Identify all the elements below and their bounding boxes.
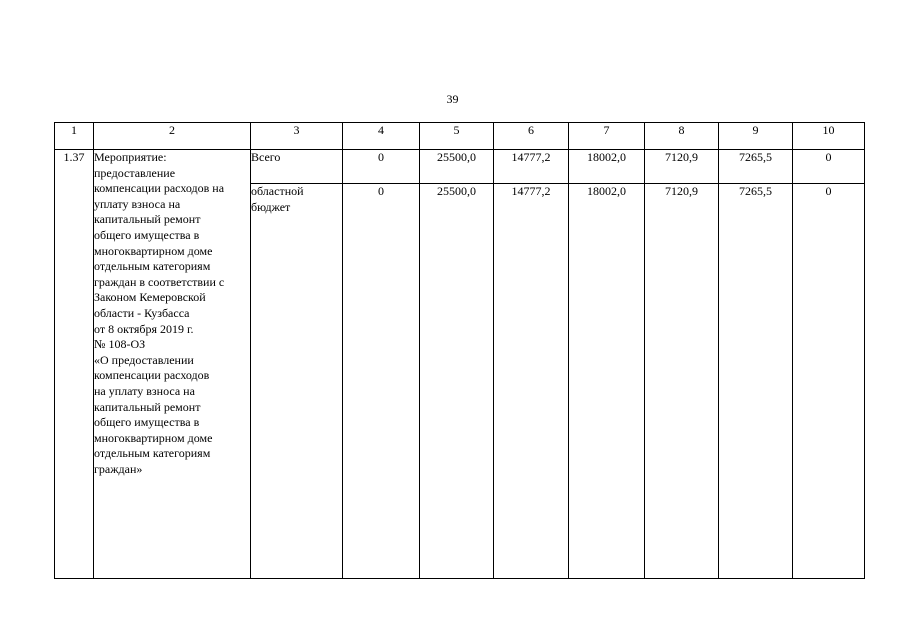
value-cell: 7120,9 — [645, 150, 719, 184]
description-line: уплату взноса на — [94, 196, 181, 211]
value-cell: 18002,0 — [569, 184, 645, 579]
description-line: многоквартирном доме — [94, 430, 213, 445]
column-header: 2 — [94, 123, 251, 150]
description-line: «О предоставлении — [94, 352, 194, 367]
column-header: 9 — [719, 123, 793, 150]
description-line: компенсации расходов — [94, 368, 210, 383]
description-line: компенсации расходов на — [94, 181, 225, 196]
description-line: граждан» — [94, 461, 143, 476]
value-cell: 7265,5 — [719, 184, 793, 579]
column-header: 6 — [494, 123, 569, 150]
column-header: 3 — [251, 123, 343, 150]
value-cell: 0 — [793, 184, 865, 579]
column-header: 7 — [569, 123, 645, 150]
description-line: капитальный ремонт — [94, 399, 201, 414]
description-line: общего имущества в — [94, 227, 200, 242]
description-line: на уплату взноса на — [94, 383, 195, 398]
page-number: 39 — [446, 92, 459, 106]
description-line: общего имущества в — [94, 415, 200, 430]
description-line: отдельным категориям — [94, 259, 211, 274]
description-line: капитальный ремонт — [94, 212, 201, 227]
column-header: 1 — [55, 123, 94, 150]
description-line: Мероприятие: — [94, 150, 167, 164]
value-cell: 0 — [343, 150, 420, 184]
value-cell: 14777,2 — [494, 150, 569, 184]
value-cell: 0 — [793, 150, 865, 184]
measure-description — [94, 150, 251, 579]
description-line: многоквартирном доме — [94, 243, 213, 258]
column-header: 5 — [420, 123, 494, 150]
description-line: № 108-ОЗ — [94, 337, 146, 352]
value-cell: 0 — [343, 184, 420, 579]
budget-table — [54, 122, 865, 579]
description-line: области - Кузбасса — [94, 305, 190, 320]
value-cell: 7265,5 — [719, 150, 793, 184]
value-cell: 18002,0 — [569, 150, 645, 184]
column-header: 4 — [343, 123, 420, 150]
funding-source: областной бюджет — [251, 184, 343, 579]
description-line: граждан в соответствии с — [94, 274, 225, 289]
funding-source: Всего — [251, 150, 343, 184]
description-line: Законом Кемеровской — [94, 290, 206, 305]
description-line: от 8 октября 2019 г. — [94, 321, 194, 336]
value-cell: 14777,2 — [494, 184, 569, 579]
description-line: отдельным категориям — [94, 446, 211, 461]
column-header: 8 — [645, 123, 719, 150]
value-cell: 25500,0 — [420, 184, 494, 579]
table-header-row — [55, 123, 865, 150]
row-index: 1.37 — [55, 150, 94, 579]
value-cell: 25500,0 — [420, 150, 494, 184]
table-row — [55, 150, 865, 184]
description-line: предоставление — [94, 165, 176, 180]
value-cell: 7120,9 — [645, 184, 719, 579]
column-header: 10 — [793, 123, 865, 150]
